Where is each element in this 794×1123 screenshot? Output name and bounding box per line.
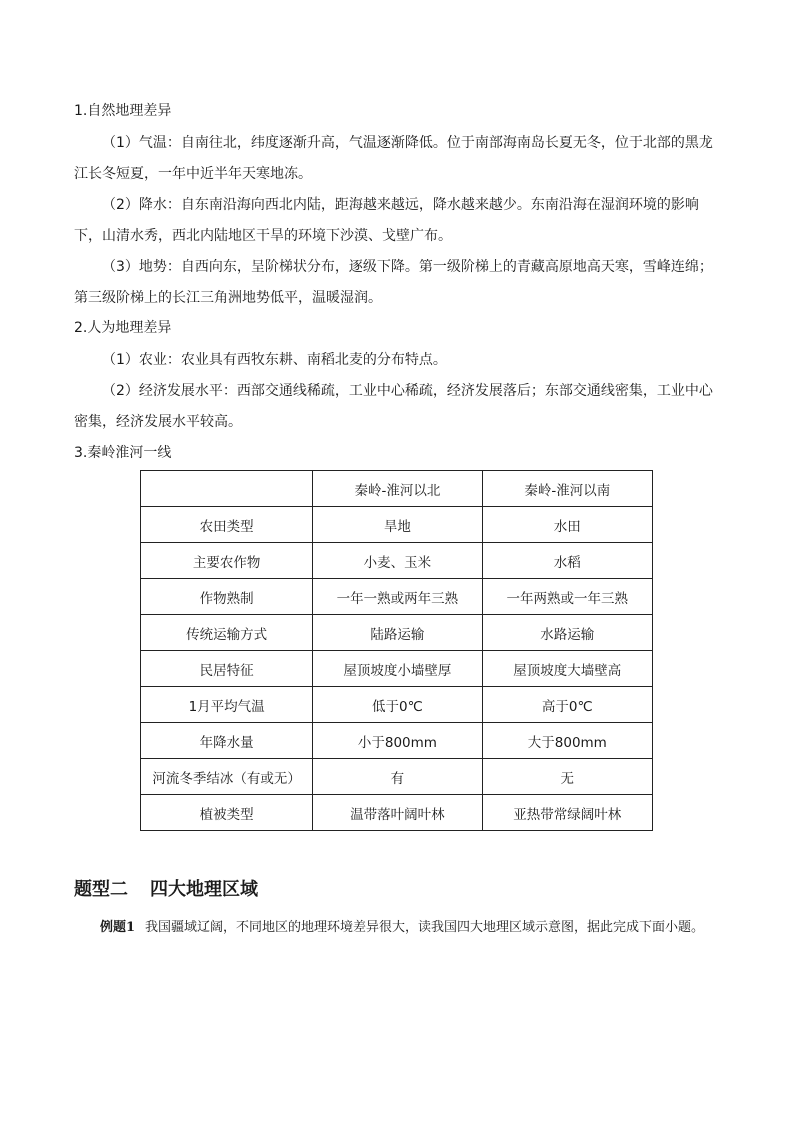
table-cell: 传统运输方式	[141, 615, 313, 651]
table-cell: 农田类型	[141, 507, 313, 543]
table-cell: 低于0℃	[313, 687, 482, 723]
table-cell: 水路运输	[482, 615, 652, 651]
table-row	[141, 651, 653, 687]
table-cell: 有	[313, 759, 482, 795]
table-row	[141, 687, 653, 723]
temperature-paragraph: （1）气温：自南往北，纬度逐渐升高，气温逐渐降低。位于南部海南岛长夏无冬，位于北部的黑龙江长冬短夏，一年中近半年天寒地冻。	[74, 135, 713, 182]
example-text: 我国疆域辽阔，不同地区的地理环境差异很大，读我国四大地理区域示意图，据此完成下面小题。	[145, 920, 705, 935]
table-cell: 大于800mm	[482, 723, 652, 759]
table-cell: 高于0℃	[482, 687, 652, 723]
table-cell: 小麦、玉米	[313, 543, 482, 579]
table-cell: 水稻	[482, 543, 652, 579]
table-row	[141, 615, 653, 651]
table-cell: 屋顶坡度小墙壁厚	[313, 651, 482, 687]
table-row	[141, 723, 653, 759]
table-cell: 1月平均气温	[141, 687, 313, 723]
table-cell: 亚热带常绿阔叶林	[482, 795, 652, 831]
table-cell: 民居特征	[141, 651, 313, 687]
table-cell: 一年两熟或一年三熟	[482, 579, 652, 615]
table-header-cell: 秦岭-淮河以南	[482, 471, 652, 507]
table-cell: 作物熟制	[141, 579, 313, 615]
table-header-cell	[141, 471, 313, 507]
example-tag: 例题1	[100, 920, 136, 935]
table-cell: 主要农作物	[141, 543, 313, 579]
table-row	[141, 579, 653, 615]
question-type-title	[74, 878, 258, 902]
agriculture-paragraph: （1）农业：农业具有西牧东耕、南稻北麦的分布特点。	[102, 352, 447, 368]
terrain-paragraph: （3）地势：自西向东，呈阶梯状分布，逐级下降。第一级阶梯上的青藏高原地高天寒，雪峰连绵；第三级阶梯上的长江三角洲地势低平，温暖湿润。	[74, 259, 713, 306]
table-cell: 温带落叶阔叶林	[313, 795, 482, 831]
table-row	[141, 543, 653, 579]
table-header-cell: 秦岭-淮河以北	[313, 471, 482, 507]
table-cell: 一年一熟或两年三熟	[313, 579, 482, 615]
human-differences-heading: 2.人为地理差异	[74, 320, 172, 336]
table-cell: 无	[482, 759, 652, 795]
table-cell: 水田	[482, 507, 652, 543]
table-cell: 陆路运输	[313, 615, 482, 651]
question-type-label: 题型二	[74, 879, 128, 900]
table-row	[141, 759, 653, 795]
table-cell: 河流冬季结冰（有或无）	[141, 759, 313, 795]
table-row	[141, 507, 653, 543]
qinling-huaihe-heading: 3.秦岭淮河一线	[74, 445, 172, 461]
precipitation-paragraph: （2）降水：自东南沿海向西北内陆，距海越来越远，降水越来越少。东南沿海在湿润环境的影响下，山清水秀，西北内陆地区干旱的环境下沙漠、戈壁广布。	[74, 197, 699, 244]
table-row	[141, 795, 653, 831]
example-question	[74, 912, 726, 943]
table-cell: 小于800mm	[313, 723, 482, 759]
table-cell: 屋顶坡度大墙壁高	[482, 651, 652, 687]
natural-differences-heading: 1.自然地理差异	[74, 103, 172, 119]
qinling-huaihe-comparison-table	[140, 470, 653, 831]
economy-paragraph: （2）经济发展水平：西部交通线稀疏，工业中心稀疏，经济发展落后；东部交通线密集，工业中心密集，经济发展水平较高。	[74, 383, 713, 430]
table-cell: 植被类型	[141, 795, 313, 831]
table-cell: 年降水量	[141, 723, 313, 759]
question-type-text: 四大地理区域	[150, 879, 258, 900]
table-header-row	[141, 471, 653, 507]
table-cell: 旱地	[313, 507, 482, 543]
